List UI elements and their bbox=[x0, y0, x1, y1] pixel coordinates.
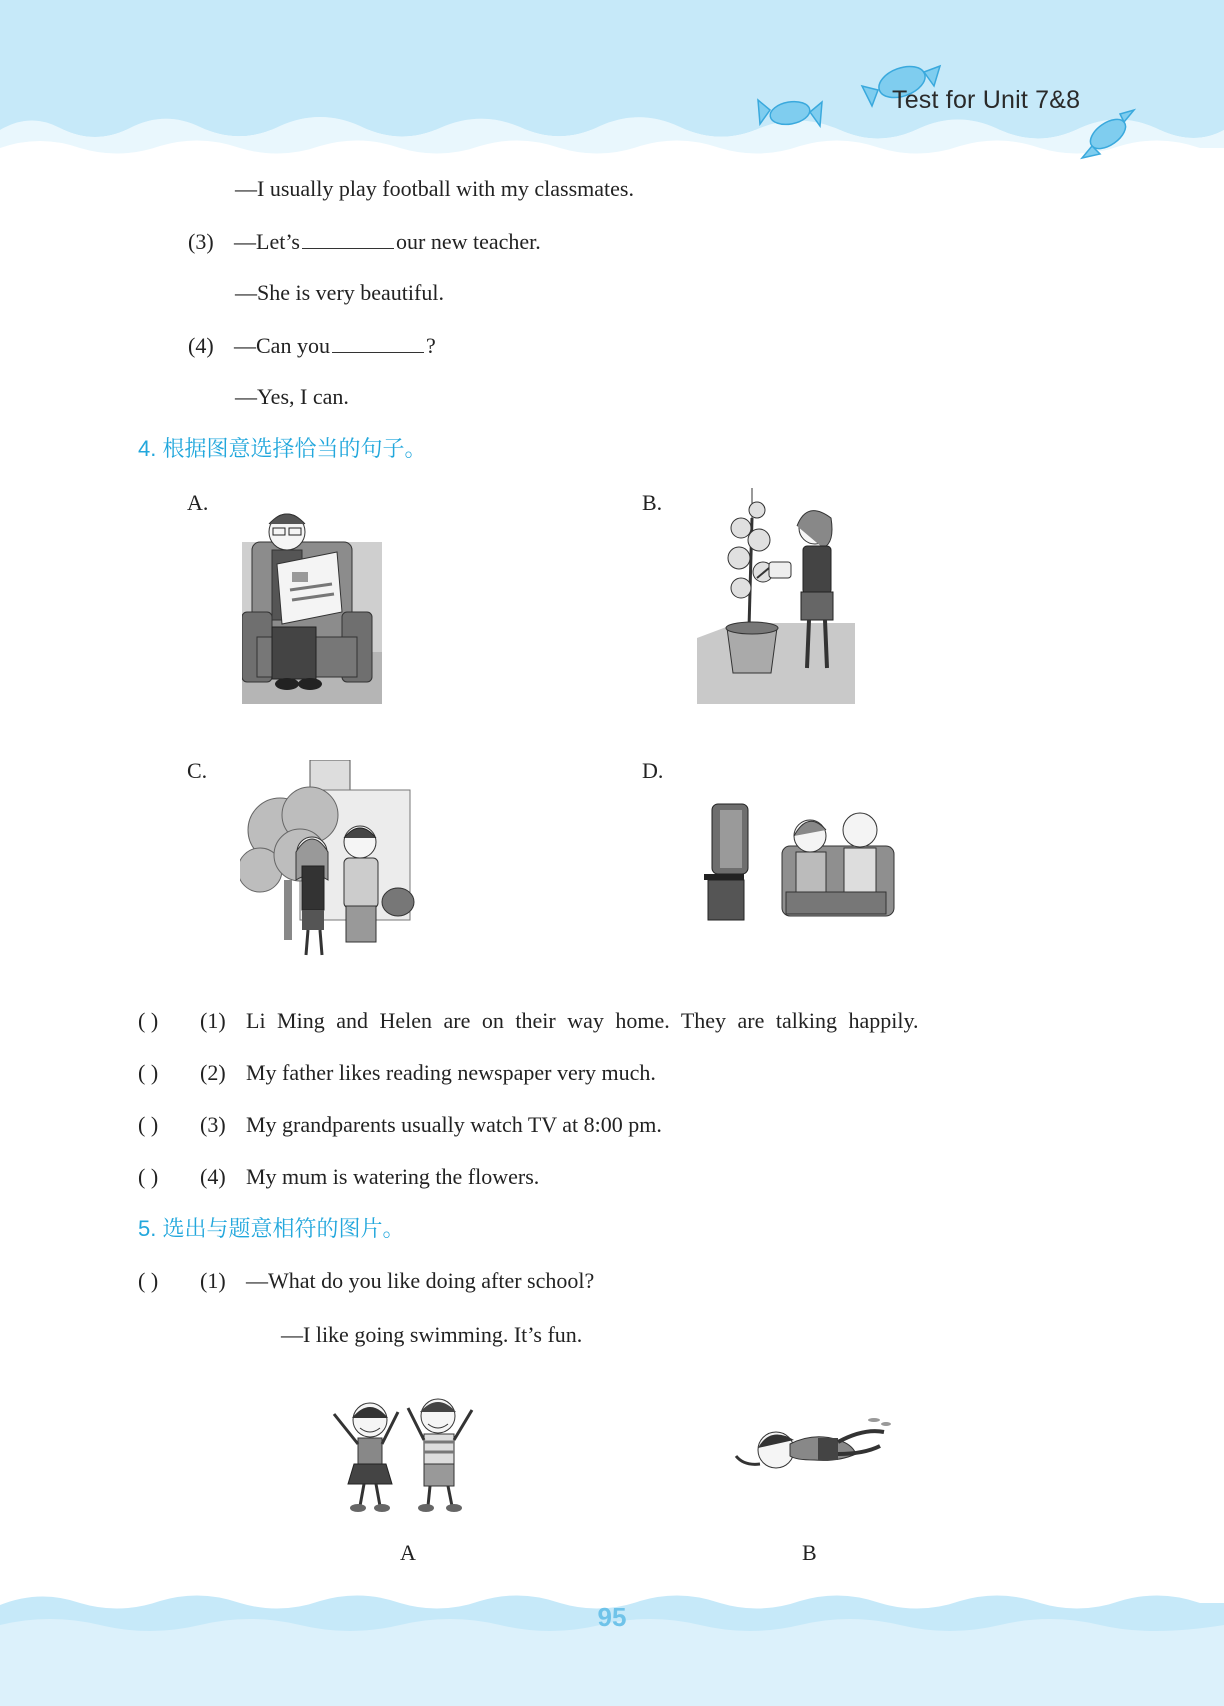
dialog-line: —I usually play football with my classmates. bbox=[235, 176, 634, 201]
picture-label-d: D. bbox=[642, 758, 664, 783]
question-row bbox=[138, 1268, 594, 1294]
answer-parentheses[interactable]: ( ) bbox=[138, 1060, 159, 1085]
question-row bbox=[138, 1008, 998, 1034]
section-5-title: 5. 选出与题意相符的图片。 bbox=[138, 1216, 405, 1241]
question-text-after: our new teacher. bbox=[396, 229, 541, 254]
question-text: My grandparents usually watch TV at 8:00 pm. bbox=[246, 1112, 662, 1137]
picture-kids-cheering bbox=[320, 1394, 486, 1516]
question-number: (4) bbox=[188, 333, 214, 358]
question-text: Li Ming and Helen are on their way home. They are talking happily. bbox=[246, 1008, 919, 1033]
picture-grandparents-watching-tv bbox=[700, 800, 896, 922]
picture-man-reading-newspaper bbox=[242, 502, 382, 704]
question-text: My mum is watering the flowers. bbox=[246, 1164, 540, 1189]
question-number: (1) bbox=[200, 1008, 226, 1033]
picture-label-a: A. bbox=[187, 490, 209, 515]
picture-kids-on-way-home bbox=[240, 760, 420, 960]
header-title: Test for Unit 7&8 bbox=[892, 86, 1081, 114]
question-text: —What do you like doing after school? bbox=[246, 1268, 595, 1293]
page-number: 95 bbox=[597, 1602, 627, 1632]
answer-parentheses[interactable]: ( ) bbox=[138, 1112, 159, 1137]
question-number: (1) bbox=[200, 1268, 226, 1293]
answer-parentheses[interactable]: ( ) bbox=[138, 1164, 159, 1189]
question-text-before: —Let’s bbox=[234, 229, 300, 254]
picture-label-c: C. bbox=[187, 758, 208, 783]
answer-parentheses[interactable]: ( ) bbox=[138, 1008, 159, 1033]
question-number: (3) bbox=[188, 229, 214, 254]
option-label-a: A bbox=[400, 1540, 416, 1565]
dialog-line: —Yes, I can. bbox=[235, 384, 349, 409]
question-number: (2) bbox=[200, 1060, 226, 1085]
question-text-after: ? bbox=[425, 333, 436, 358]
answer-blank[interactable] bbox=[302, 228, 394, 249]
question-number: (4) bbox=[200, 1164, 226, 1189]
answer-blank[interactable] bbox=[332, 332, 424, 353]
picture-label-b: B. bbox=[642, 490, 663, 515]
picture-boy-swimming bbox=[734, 1414, 894, 1490]
question-row bbox=[138, 1112, 662, 1138]
dialog-line: —She is very beautiful. bbox=[235, 280, 444, 305]
question-text-before: —Can you bbox=[234, 333, 330, 358]
picture-woman-watering-flowers bbox=[697, 488, 855, 704]
dialog-line: —I like going swimming. It’s fun. bbox=[281, 1322, 583, 1347]
option-label-b: B bbox=[802, 1540, 817, 1565]
question-4 bbox=[188, 332, 436, 359]
question-row bbox=[138, 1164, 539, 1190]
question-row bbox=[138, 1060, 656, 1086]
section-4-title: 4. 根据图意选择恰当的句子。 bbox=[138, 436, 427, 461]
answer-parentheses[interactable]: ( ) bbox=[138, 1268, 159, 1293]
question-text: My father likes reading newspaper very much. bbox=[246, 1060, 656, 1085]
question-3 bbox=[188, 228, 541, 255]
question-number: (3) bbox=[200, 1112, 226, 1137]
